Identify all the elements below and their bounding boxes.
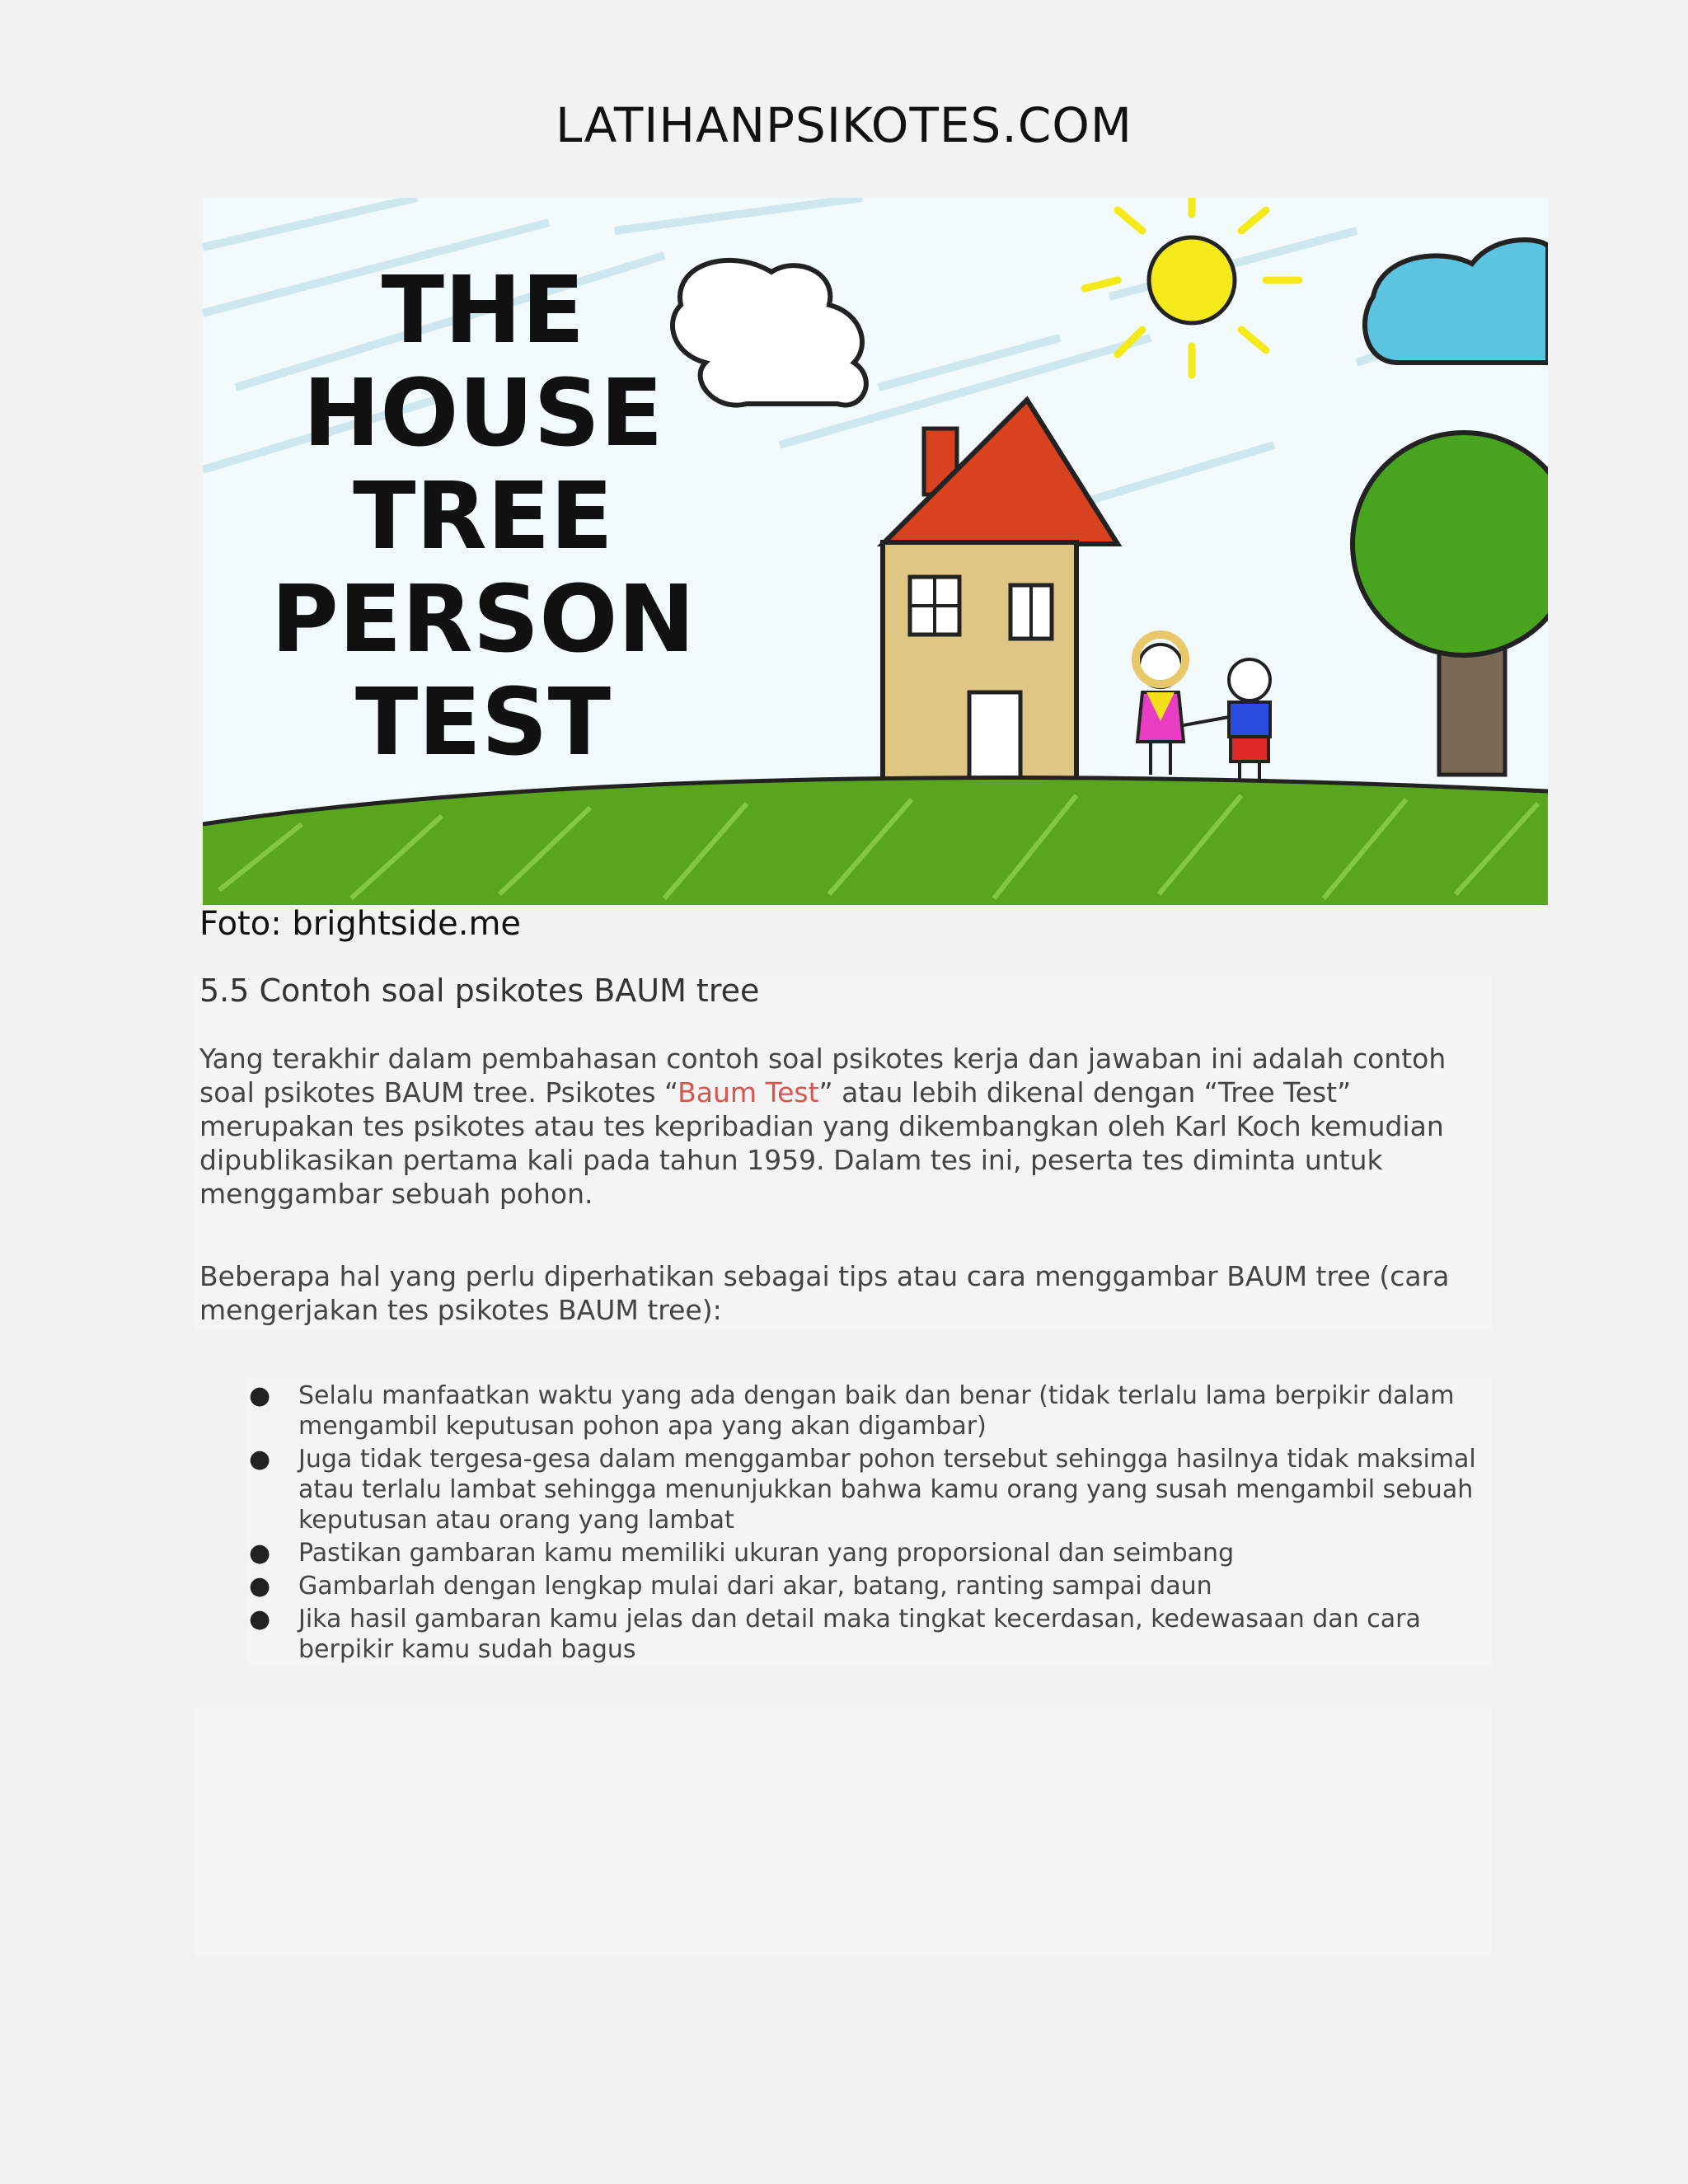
hero-title-line: HOUSE <box>302 360 663 467</box>
list-item-text: Selalu manfaatkan waktu yang ada dengan baik dan benar (tidak terlalu lama berpikir dalam mengambil keputusan pohon apa yang akan digambar) <box>298 1381 1455 1441</box>
image-caption: Foto: brightside.me <box>199 905 522 943</box>
intro-text-start: Yang terakhir dalam pembahasan contoh soal psikotes kerja dan jawaban ini adalah contoh soal psikotes BAUM tree. Psikotes “ <box>199 1043 1447 1108</box>
intro-text-end: ” atau lebih dikenal dengan “Tree Test” merupakan tes psikotes atau tes kepribadian yang dikembangkan oleh Karl Koch kemudian dipublikasikan pertama kali pada tahun 1959. Dalam tes ini, peserta tes diminta untuk menggambar sebuah pohon. <box>199 1076 1444 1210</box>
baum-test-link[interactable]: Baum Test <box>678 1076 819 1108</box>
hero-title-line: TEST <box>355 669 611 776</box>
site-title: LATIHANPSIKOTES.COM <box>556 97 1132 153</box>
list-item-text: Gambarlah dengan lengkap mulai dari akar, batang, ranting sampai daun <box>298 1572 1212 1601</box>
list-item-text: Jika hasil gambaran kamu jelas dan detail maka tingkat kecerdasan, kedewasaan dan cara berpikir kamu sudah bagus <box>298 1605 1421 1664</box>
hero-title-line: TREE <box>353 463 613 570</box>
bullet-icon: ● <box>249 1572 271 1601</box>
list-item <box>247 1571 1484 1601</box>
list-item-text: Pastikan gambaran kamu memiliki ukuran yang proporsional dan seimbang <box>298 1539 1235 1568</box>
intro-paragraph <box>199 1042 1502 1211</box>
tips-intro-paragraph: Beberapa hal yang perlu diperhatikan sebagai tips atau cara menggambar BAUM tree (cara mengerjakan tes psikotes BAUM tree): <box>199 1260 1450 1326</box>
list-item <box>247 1538 1484 1568</box>
hero-image <box>203 198 1548 905</box>
list-item <box>247 1444 1484 1535</box>
list-item <box>247 1604 1484 1665</box>
bullet-icon: ● <box>249 1381 271 1410</box>
bullet-icon: ● <box>249 1605 271 1633</box>
hero-title-line: PERSON <box>270 566 696 673</box>
bullet-icon: ● <box>249 1539 271 1568</box>
section-heading: 5.5 Contoh soal psikotes BAUM tree <box>199 972 760 1009</box>
tree-icon <box>1353 433 1548 655</box>
list-item <box>247 1380 1484 1441</box>
tips-list <box>247 1380 1484 1667</box>
empty-content-block <box>195 1708 1492 1955</box>
list-item-text: Juga tidak tergesa-gesa dalam menggambar pohon tersebut sehingga hasilnya tidak maksimal atau terlalu lambat sehingga menunjukkan bahwa kamu orang yang susah mengambil sebuah keputusan atau orang yang lambat <box>298 1445 1476 1535</box>
sun-icon <box>1149 237 1235 323</box>
hero-title-line: THE <box>381 257 585 364</box>
bullet-icon: ● <box>249 1445 271 1474</box>
